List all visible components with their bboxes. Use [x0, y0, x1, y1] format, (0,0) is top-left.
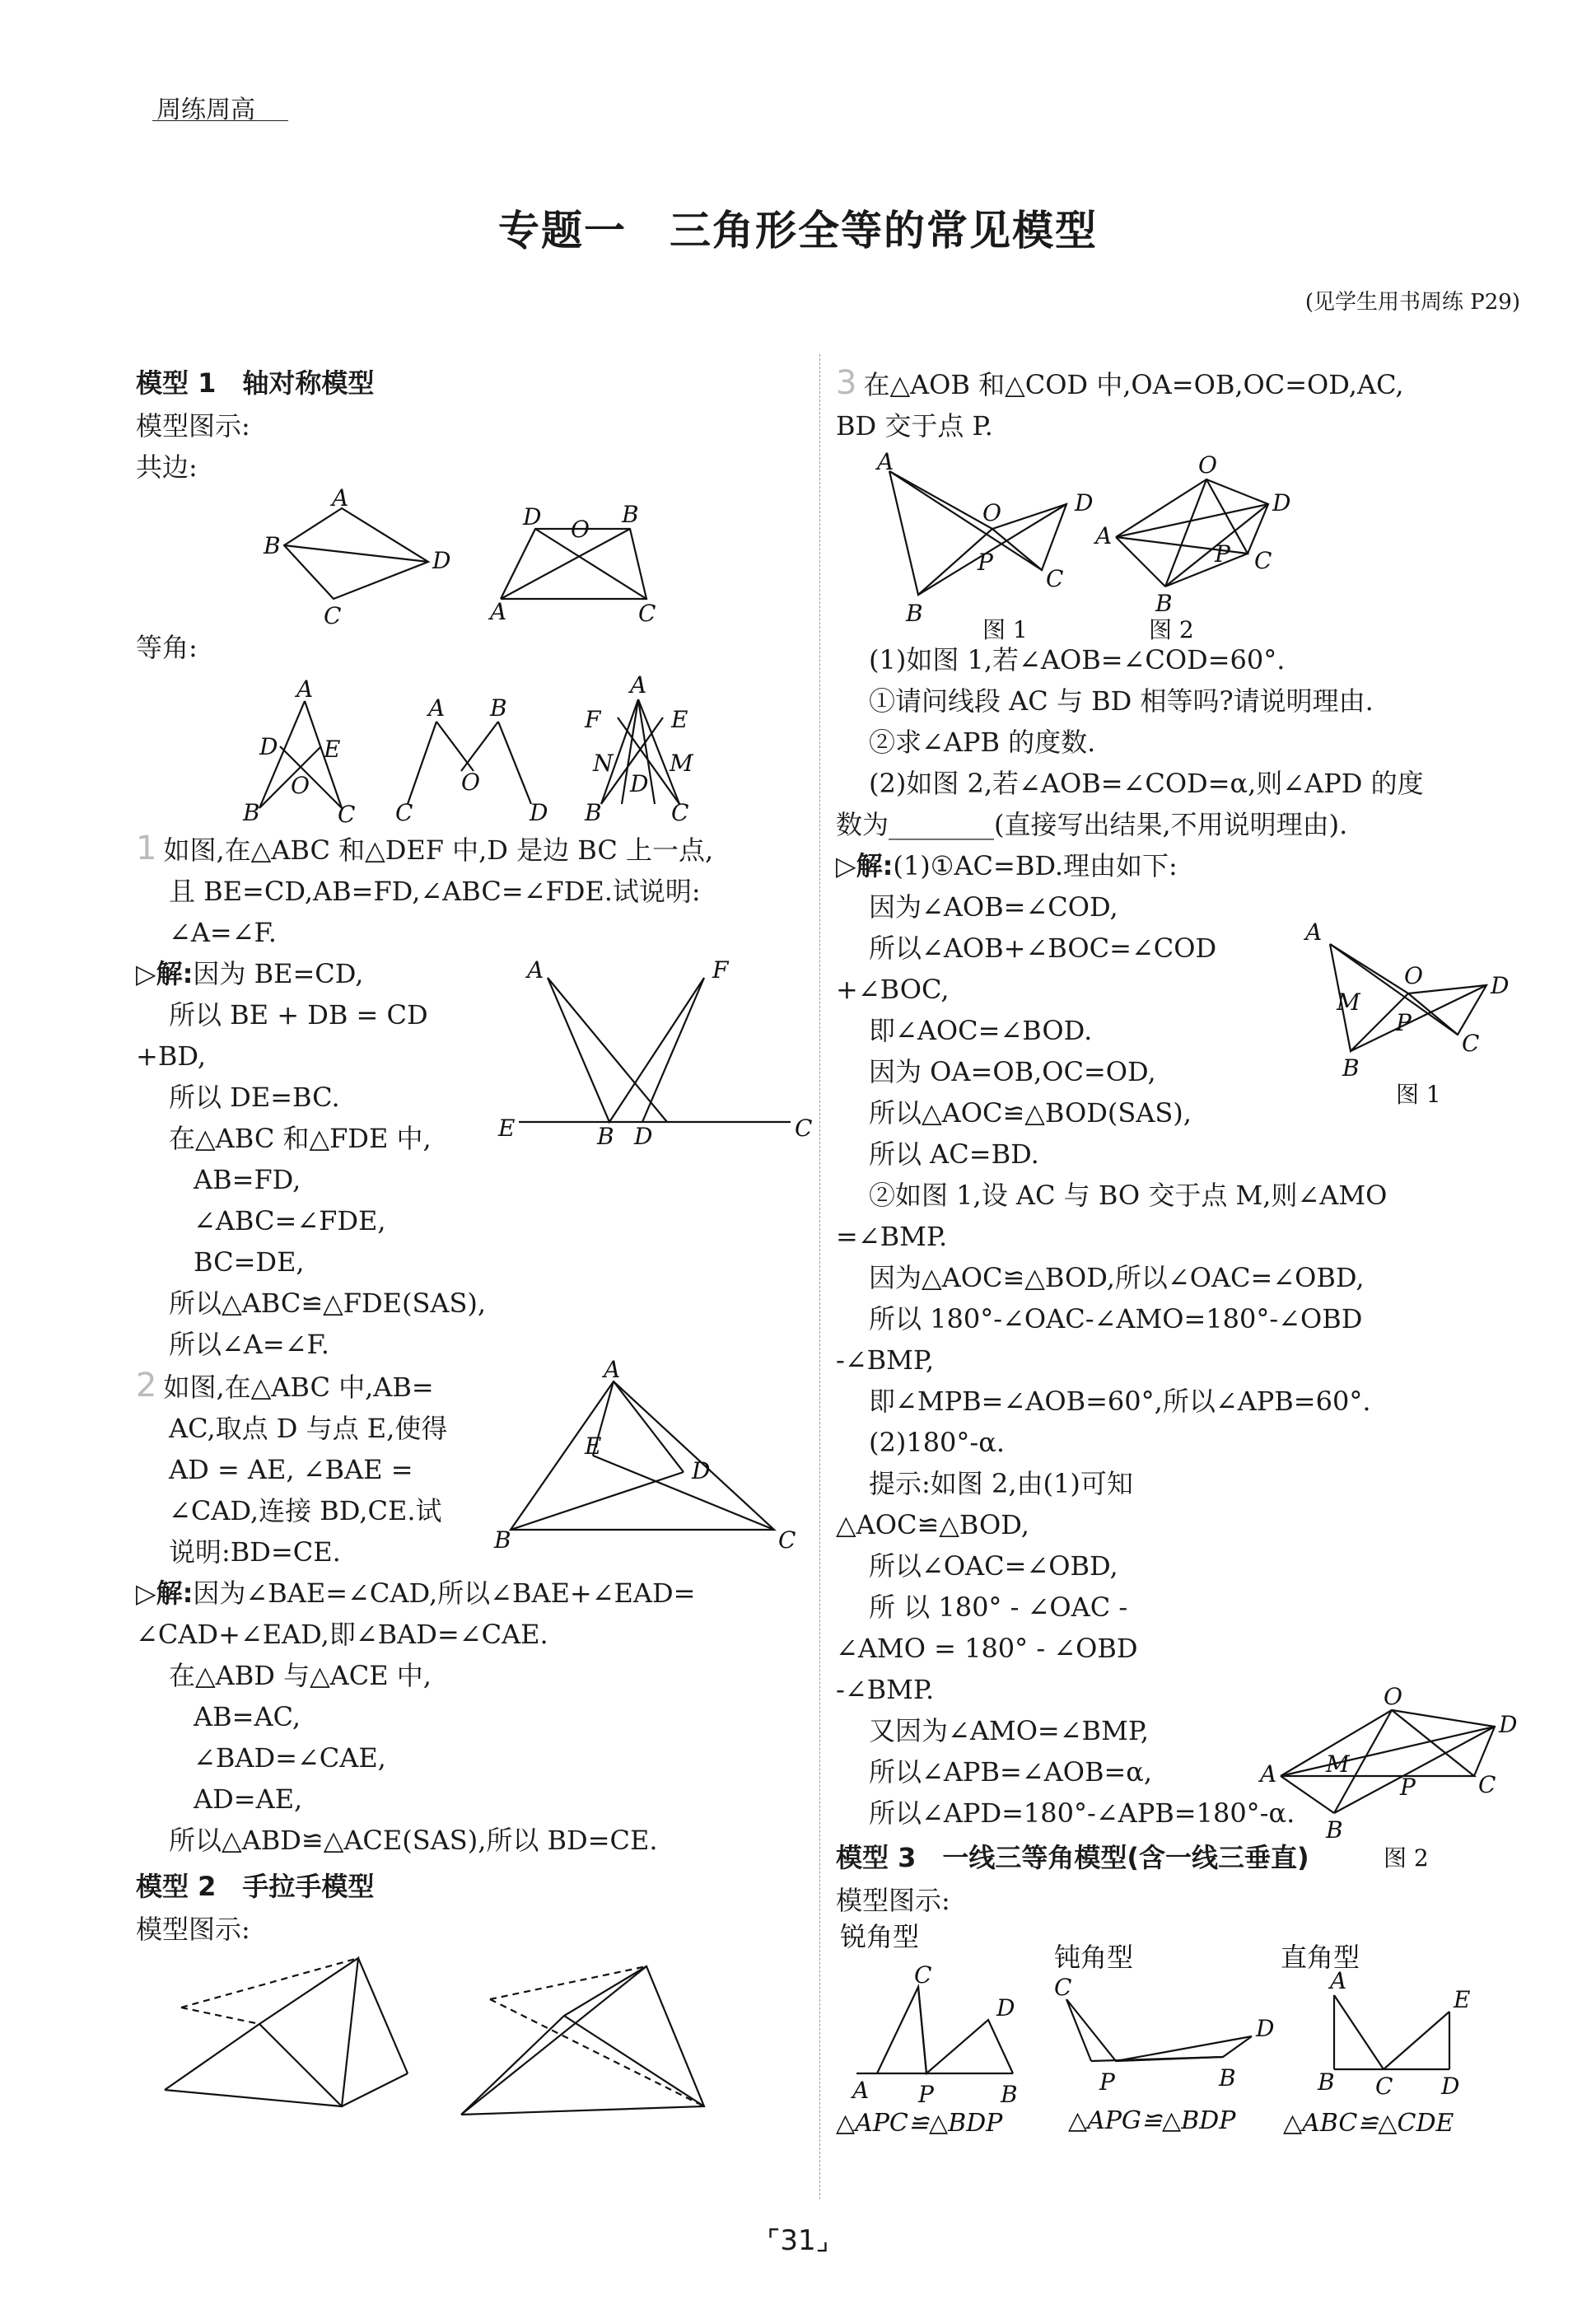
svg-text:D: D: [996, 1994, 1015, 2022]
svg-text:O: O: [1384, 1683, 1402, 1710]
svg-text:E: E: [1454, 1986, 1471, 2013]
svg-text:B: B: [622, 501, 639, 528]
q3-part: (1)如图 1,若∠AOB=∠COD=60°.: [869, 644, 1286, 675]
common-side-diagrams: [136, 484, 803, 629]
q3-sol-line: 所以 180°-∠OAC-∠AMO=180°-∠OBD: [869, 1303, 1363, 1334]
svg-text:B: B: [494, 1526, 511, 1554]
svg-text:O: O: [982, 499, 1001, 526]
svg-text:P: P: [978, 549, 993, 576]
svg-text:D: D: [1256, 2015, 1275, 2042]
model3-fig-label: 模型图示:: [836, 1885, 950, 1916]
hand-in-hand-diagrams: [136, 1950, 803, 2139]
svg-text:C: C: [1046, 565, 1064, 592]
svg-text:C: C: [795, 1115, 813, 1142]
svg-text:C: C: [395, 799, 413, 826]
svg-text:B: B: [585, 799, 602, 826]
q3-line: BD 交于点 P.: [836, 410, 993, 442]
svg-text:O: O: [571, 516, 590, 543]
svg-text:A: A: [604, 1356, 621, 1383]
q2-sol-line: AD=AE,: [194, 1783, 303, 1815]
q3-sol-line: 所以△AOC≌△BOD(SAS),: [869, 1097, 1192, 1129]
svg-text:F: F: [712, 956, 729, 984]
q1-solution: [136, 953, 813, 1365]
q1-line: ∠A=∠F.: [169, 917, 277, 948]
q3-sol-line: ▷解:(1)①AC=BD.理由如下:: [836, 850, 1178, 881]
svg-text:D: D: [630, 770, 649, 797]
q3-number: 3: [836, 364, 857, 402]
svg-text:F: F: [585, 706, 601, 733]
svg-text:M: M: [670, 750, 693, 777]
svg-text:E: E: [585, 1433, 602, 1460]
svg-text:M: M: [1337, 989, 1360, 1016]
model1-equal-angle: 等角:: [136, 632, 198, 663]
svg-text:P: P: [1099, 2068, 1115, 2096]
q3-sol-line: =∠BMP.: [836, 1221, 948, 1252]
svg-text:C: C: [338, 801, 356, 828]
svg-text:C: C: [1254, 547, 1272, 574]
svg-text:D: D: [530, 799, 548, 826]
q2-sol-line: 在△ABD 与△ACE 中,: [169, 1660, 432, 1691]
q2-sol-line: AB=AC,: [194, 1701, 301, 1732]
svg-text:B: B: [243, 799, 260, 826]
svg-text:C: C: [778, 1526, 796, 1554]
svg-text:D: D: [692, 1457, 711, 1484]
header-rule: [152, 120, 288, 121]
type-acute-label: 锐角型: [840, 1921, 920, 1952]
svg-text:A: A: [852, 2077, 870, 2104]
svg-text:A: A: [527, 956, 544, 984]
svg-text:C: C: [671, 799, 689, 826]
q2-line: ∠CAD,连接 BD,CE.试: [169, 1495, 442, 1526]
svg-text:E: E: [498, 1115, 516, 1142]
svg-text:D: D: [432, 547, 451, 574]
acute-congruence: △APC≌△BDP: [836, 2109, 1003, 2138]
svg-text:M: M: [1326, 1750, 1350, 1778]
svg-text:D: D: [1075, 489, 1094, 516]
q1-sol-line: AB=FD,: [194, 1164, 301, 1195]
q1-sol-line: +BD,: [136, 1040, 207, 1072]
model1-common-side: 共边:: [136, 451, 198, 483]
svg-text:D: D: [1441, 2073, 1460, 2100]
q3-part: (2)如图 2,若∠AOB=∠COD=α,则∠APD 的度: [869, 768, 1424, 799]
q3-sol-line: -∠BMP.: [836, 1674, 935, 1705]
q1-diagram: [498, 953, 813, 1150]
q3-part: ①请问线段 AC 与 BD 相等吗?请说明理由.: [869, 685, 1374, 717]
q3-line: 3 在△AOB 和△COD 中,OA=OB,OC=OD,AC,: [836, 364, 1404, 402]
one-line-three-angles-diagrams: [836, 1921, 1524, 2138]
q1-sol-line: ▷解:因为 BE=CD,: [136, 958, 364, 989]
q3-sol-line: 提示:如图 2,由(1)可知: [869, 1468, 1133, 1499]
svg-text:E: E: [324, 736, 341, 763]
svg-text:B: B: [597, 1123, 614, 1150]
svg-text:C: C: [914, 1961, 932, 1989]
q3-sol-line: △AOC≌△BOD,: [836, 1509, 1029, 1540]
q1-sol-line: 所以∠A=∠F.: [169, 1329, 329, 1360]
svg-text:P: P: [1396, 1009, 1412, 1036]
q2-sol-line: 所以△ABD≌△ACE(SAS),所以 BD=CE.: [169, 1825, 658, 1856]
svg-text:O: O: [291, 772, 310, 799]
q2-line: AC,取点 D 与点 E,使得: [169, 1413, 448, 1444]
svg-text:D: D: [523, 503, 542, 531]
q1-line: 1 如图,在△ABC 和△DEF 中,D 是边 BC 上一点,: [136, 830, 714, 867]
type-right-label: 直角型: [1281, 1942, 1360, 1973]
svg-text:C: C: [1478, 1771, 1496, 1798]
q3-sol-line: 因为 OA=OB,OC=OD,: [869, 1056, 1156, 1087]
q2-block: [136, 1356, 803, 1573]
svg-text:B: B: [490, 694, 507, 722]
q1-sol-line: BC=DE,: [194, 1246, 305, 1278]
q2-sol-line: ∠BAD=∠CAE,: [194, 1742, 386, 1774]
model1-fig-label: 模型图示:: [136, 410, 250, 442]
q1-sol-line: 在△ABC 和△FDE 中,: [169, 1123, 432, 1154]
sol-figure-2-caption: 图 2: [1384, 1844, 1429, 1872]
svg-text:B: B: [1219, 2064, 1236, 2092]
q1-line: 且 BE=CD,AB=FD,∠ABC=∠FDE.试说明:: [169, 876, 701, 907]
svg-text:D: D: [634, 1123, 653, 1150]
q1-sol-line: 所以△ABC≌△FDE(SAS),: [169, 1288, 487, 1319]
header-label: 周练周高: [156, 96, 255, 124]
q3-sol-line: 所 以 180° - ∠OAC -: [869, 1592, 1128, 1623]
book-reference: (见学生用书周练 P29): [1304, 290, 1520, 315]
q3-sol-line: +∠BOC,: [836, 974, 950, 1005]
svg-text:C: C: [324, 602, 342, 629]
svg-text:C: C: [1054, 1974, 1072, 2001]
svg-text:A: A: [296, 675, 314, 703]
svg-text:A: A: [1095, 522, 1113, 549]
svg-text:P: P: [1400, 1774, 1416, 1801]
q3-sol-line: -∠BMP,: [836, 1344, 935, 1376]
q3-sol-line: 所以∠OAC=∠OBD,: [869, 1550, 1118, 1582]
page-title: 专题一 三角形全等的常见模型: [498, 206, 1098, 255]
svg-text:B: B: [1342, 1054, 1360, 1082]
q3-sol-figure-2: [1244, 1683, 1518, 1887]
q2-line: 2 如图,在△ABC 中,AB=: [136, 1367, 434, 1405]
q2-sol-line: ▷解:因为∠BAE=∠CAD,所以∠BAE+∠EAD=: [136, 1578, 696, 1609]
q2-line: 说明:BD=CE.: [169, 1536, 341, 1568]
q1-sol-line: 所以 BE + DB = CD: [169, 999, 428, 1031]
svg-text:P: P: [918, 2081, 934, 2108]
svg-text:C: C: [638, 600, 656, 627]
q3-part: 数为________(直接写出结果,不用说明理由).: [836, 809, 1348, 840]
q3-sol-line: ②如图 1,设 AC 与 BO 交于点 M,则∠AMO: [869, 1180, 1388, 1211]
q3-sol-line: 所以∠APB=∠AOB=α,: [869, 1756, 1153, 1788]
svg-text:D: D: [259, 733, 278, 760]
svg-text:O: O: [1404, 962, 1423, 989]
svg-text:N: N: [593, 750, 614, 777]
svg-text:A: A: [630, 671, 647, 699]
q3-sol-figure-1: [1305, 918, 1528, 1117]
q2-line: AD = AE, ∠BAE =: [169, 1454, 413, 1485]
q3-sol-line: 因为△AOC≌△BOD,所以∠OAC=∠OBD,: [869, 1262, 1365, 1293]
obtuse-congruence: △APG≌△BDP: [1068, 2106, 1236, 2135]
column-divider: [819, 354, 820, 2199]
q3-sol-line: 所以∠APD=180°-∠APB=180°-α.: [869, 1797, 1295, 1829]
q1-sol-line: 所以 DE=BC.: [169, 1082, 340, 1113]
q3-sol-line: 即∠AOC=∠BOD.: [869, 1015, 1093, 1046]
sol-figure-1-caption: 图 1: [1396, 1081, 1441, 1108]
svg-text:O: O: [461, 769, 480, 796]
q1-number: 1: [136, 830, 157, 867]
model2-heading: 模型 2 手拉手模型: [136, 1871, 375, 1902]
page-number: ⌜31⌟: [767, 2224, 829, 2257]
model3-heading: 模型 3 一线三等角模型(含一线三垂直): [836, 1842, 1309, 1873]
svg-text:A: A: [332, 484, 349, 512]
figure-1-caption: 图 1: [982, 616, 1028, 643]
svg-text:A: A: [877, 448, 894, 475]
svg-text:D: D: [1499, 1711, 1518, 1738]
svg-text:B: B: [1318, 2068, 1335, 2096]
q3-sol-line: 又因为∠AMO=∠BMP,: [869, 1715, 1150, 1746]
right-congruence: △ABC≌△CDE: [1283, 2109, 1454, 2138]
svg-text:B: B: [1155, 590, 1173, 617]
model1-heading: 模型 1 轴对称模型: [136, 367, 375, 399]
q3-figures: [836, 446, 1524, 643]
q2-sol-line: ∠CAD+∠EAD,即∠BAD=∠CAE.: [136, 1619, 548, 1650]
svg-text:A: A: [428, 694, 446, 722]
svg-text:O: O: [1198, 451, 1217, 479]
right-column: [836, 362, 1524, 2138]
q3-sol-line: 所以 AC=BD.: [869, 1138, 1039, 1170]
svg-text:A: A: [1305, 918, 1323, 946]
q1-sol-line: ∠ABC=∠FDE,: [194, 1205, 386, 1236]
q2-diagram: [494, 1356, 807, 1554]
svg-text:D: D: [1491, 972, 1510, 999]
q3-sol-line: 即∠MPB=∠AOB=60°,所以∠APB=60°.: [869, 1386, 1371, 1417]
type-obtuse-label: 钝角型: [1054, 1942, 1134, 1973]
svg-text:A: A: [1330, 1967, 1347, 1994]
figure-2-caption: 图 2: [1149, 616, 1194, 643]
svg-text:C: C: [1375, 2073, 1393, 2100]
svg-text:A: A: [1260, 1760, 1277, 1788]
q3-sol-line: (2)180°-α.: [869, 1427, 1005, 1458]
svg-text:B: B: [1326, 1816, 1343, 1844]
q3-part: ②求∠APB 的度数.: [869, 727, 1096, 758]
q3-sol-line: 因为∠AOB=∠COD,: [869, 891, 1118, 923]
svg-text:A: A: [490, 598, 507, 625]
equal-angle-diagrams: [136, 668, 803, 828]
svg-text:C: C: [1462, 1030, 1480, 1057]
svg-text:B: B: [906, 600, 923, 627]
svg-text:E: E: [671, 706, 688, 733]
q3-sol-line: ∠AMO = 180° - ∠OBD: [836, 1633, 1138, 1664]
left-column: [136, 362, 813, 2143]
svg-text:B: B: [264, 532, 281, 559]
svg-text:D: D: [1272, 489, 1291, 516]
q2-number: 2: [136, 1367, 157, 1405]
svg-text:B: B: [1001, 2081, 1018, 2108]
model2-fig-label: 模型图示:: [136, 1914, 250, 1945]
svg-text:P: P: [1215, 540, 1230, 568]
q3-sol-line: 所以∠AOB+∠BOC=∠COD: [869, 932, 1217, 964]
